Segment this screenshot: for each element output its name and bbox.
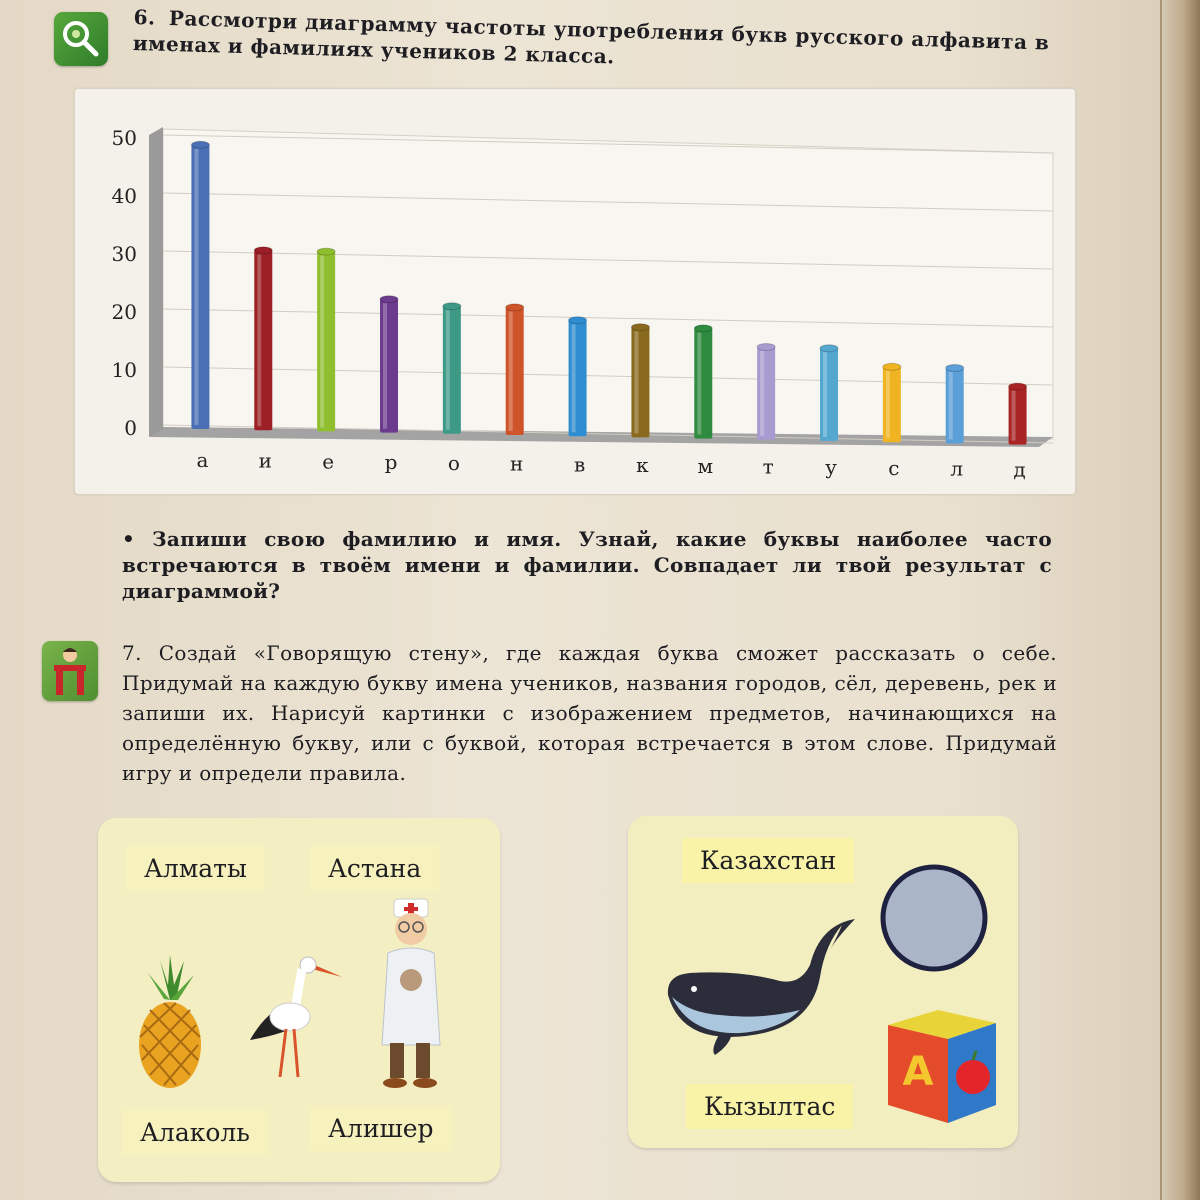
doctor-illustration [370, 895, 450, 1090]
y-tick-label: 20 [111, 300, 137, 324]
bar-у [820, 348, 838, 441]
x-tick-label: к [636, 453, 649, 478]
bar-highlight [572, 324, 576, 432]
bar-и [254, 250, 272, 430]
bar-cap [820, 345, 838, 352]
bar-cap [506, 304, 524, 311]
bar-highlight [760, 351, 764, 436]
word-card-almaty: Алматы [126, 846, 265, 891]
x-tick-label: е [322, 449, 335, 474]
letter-frequency-chart [74, 88, 1076, 495]
bar-cap [191, 141, 209, 148]
bar-highlight [634, 331, 638, 433]
bar-highlight [509, 311, 513, 431]
chart-back-wall [163, 129, 1053, 439]
bullet-marker: • [122, 527, 136, 551]
bar-в [569, 320, 587, 436]
bar-highlight [194, 149, 198, 425]
bar-highlight [383, 303, 387, 428]
bar-highlight [257, 254, 261, 426]
letter-block-illustration [878, 1005, 1003, 1130]
bar-highlight [446, 310, 450, 430]
word-card-kyzyltas: Кызылтас [686, 1084, 853, 1129]
bar-к [631, 327, 649, 437]
bar-р [380, 299, 398, 432]
bar-л [946, 368, 964, 443]
chart-svg [75, 89, 1075, 494]
x-tick-label: м [697, 453, 714, 478]
bar-а [191, 145, 209, 429]
x-tick-label: н [510, 451, 524, 476]
bullet-instruction: Запиши свою фамилию и имя. Узнай, какие буквы наиболее часто встречаются в твоём имени и фамилии. Совпадает ли твой результат с диаграммой? [122, 527, 1052, 603]
x-tick-label: у [825, 455, 837, 480]
pineapple-illustration [130, 955, 210, 1090]
bar-cap [883, 363, 901, 370]
bar-д [1009, 387, 1027, 445]
task6-magnifier-icon [54, 12, 108, 66]
bar-cap [631, 324, 649, 331]
x-tick-label: р [384, 450, 398, 475]
x-tick-label: л [950, 456, 964, 481]
y-tick-label: 10 [111, 358, 137, 382]
bar-е [317, 252, 335, 432]
task6-number: 6. [133, 4, 156, 30]
bar-cap [254, 247, 272, 254]
task7-paragraph [122, 638, 1057, 788]
task6-instruction: Рассмотри диаграмму частоты употребления букв русского алфавита в именах и фамилиях учеников 2 класса. [132, 5, 1050, 69]
y-tick-label: 30 [111, 242, 137, 266]
bar-cap [757, 344, 775, 351]
x-tick-label: и [258, 448, 272, 473]
x-tick-label: с [888, 455, 900, 480]
bar-т [757, 347, 775, 440]
bar-cap [1009, 383, 1027, 390]
x-tick-label: в [573, 452, 586, 477]
word-card-astana: Астана [310, 846, 439, 891]
bar-cap [569, 317, 587, 324]
bar-highlight [1012, 391, 1016, 441]
bar-cap [694, 325, 712, 332]
y-tick-label: 50 [111, 126, 137, 150]
word-card-alisher: Алишер [310, 1106, 452, 1151]
bar-о [443, 306, 461, 434]
bar-cap [946, 365, 964, 372]
x-tick-label: а [196, 448, 209, 472]
word-card-kazakhstan: Казахстан [682, 838, 854, 883]
block-letter: А [902, 1049, 934, 1095]
whale-illustration [660, 915, 860, 1060]
bar-highlight [697, 332, 701, 434]
bullet-paragraph [122, 526, 1052, 604]
circle-shape-illustration [878, 862, 990, 974]
bar-н [506, 307, 524, 435]
bar-highlight [886, 371, 890, 438]
x-tick-label: о [447, 450, 460, 475]
bar-highlight [320, 256, 324, 428]
word-card-alakol: Алаколь [122, 1110, 268, 1155]
y-tick-label: 0 [124, 416, 137, 440]
bar-м [694, 328, 712, 438]
x-tick-label: т [762, 454, 774, 479]
bar-cap [380, 296, 398, 303]
x-tick-label: д [1013, 457, 1026, 482]
chart-side-wall [149, 127, 163, 437]
stork-illustration [240, 945, 350, 1085]
bar-highlight [823, 352, 827, 437]
task7-instruction: Создай «Говорящую стену», где каждая буква сможет рассказать о себе. Придумай на каждую букву имена учеников, названия городов, сёл, деревень, рек и запиши их. Нарисуй картинки с изображением предметов, начинающихся на определённую букву, или с буквой, которая встречается в этом слове. Придумай игру и определи правила. [122, 641, 1057, 785]
bar-с [883, 367, 901, 442]
bar-cap [443, 303, 461, 310]
task7-project-icon [42, 641, 98, 701]
task7-number: 7. [122, 641, 142, 665]
y-tick-label: 40 [111, 184, 137, 208]
bar-cap [317, 248, 335, 255]
page-binding-edge [1160, 0, 1200, 1200]
bar-highlight [949, 372, 953, 439]
